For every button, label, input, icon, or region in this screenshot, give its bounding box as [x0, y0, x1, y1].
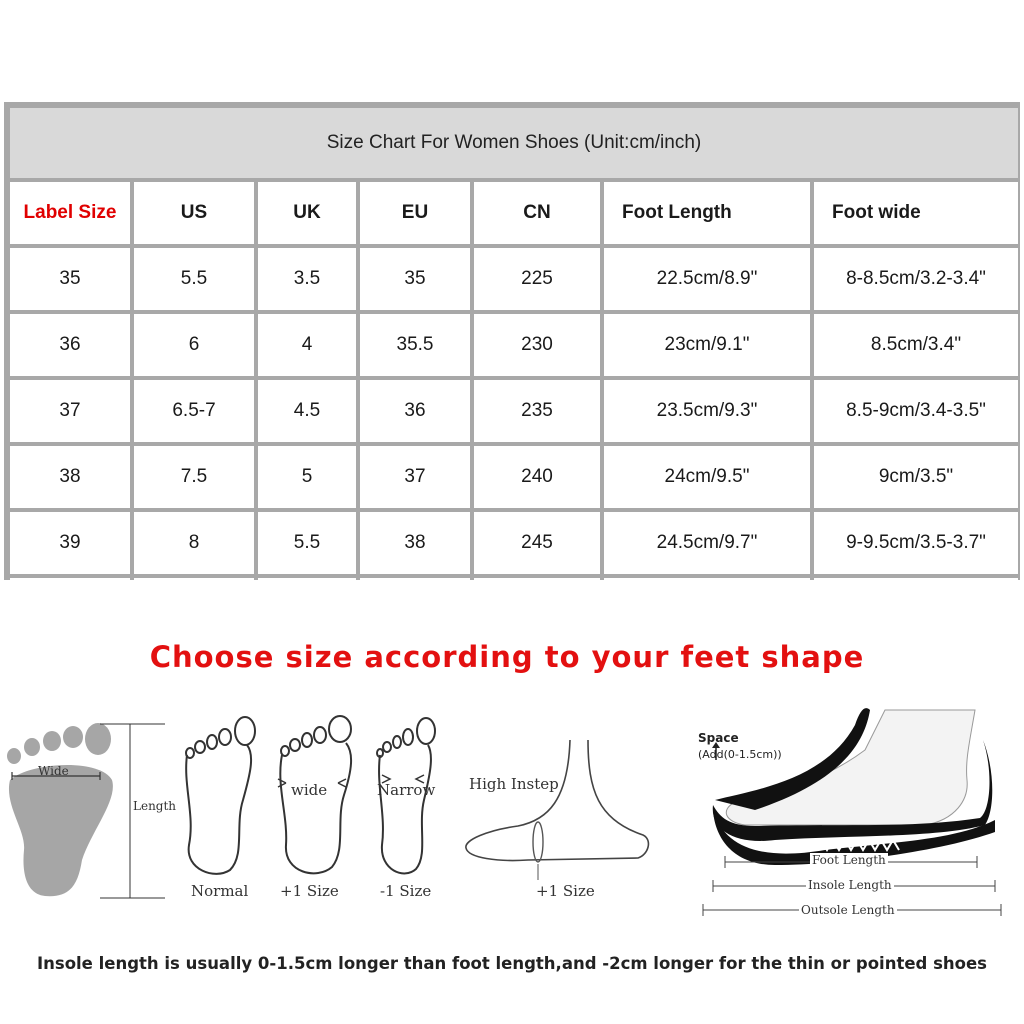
- table-cell-eu: 36: [360, 380, 470, 442]
- table-cell-foot-wide: 8.5-9cm/3.4-3.5": [814, 380, 1018, 442]
- table-cell-foot-wide: 9cm/3.5": [814, 446, 1018, 508]
- high-instep-label: High Instep: [469, 775, 559, 793]
- header-us: US: [134, 182, 254, 244]
- table-cell-label-size: 36: [10, 314, 130, 376]
- header-foot-wide: Foot wide: [814, 182, 1018, 244]
- table-cell-uk: 5.5: [258, 512, 356, 574]
- narrow-foot-icon: [362, 715, 452, 885]
- foot-shape-illustrations: [0, 700, 1024, 930]
- table-cell-label-size: 37: [10, 380, 130, 442]
- table-cell-us: 6.5-7: [134, 380, 254, 442]
- table-cell-label-size: 38: [10, 446, 130, 508]
- table-cell-us: 6: [134, 314, 254, 376]
- normal-foot-icon: [175, 715, 265, 885]
- table-cell-cn: 240: [474, 446, 600, 508]
- table-cell-uk: 3.5: [258, 248, 356, 310]
- header-foot-length: Foot Length: [604, 182, 810, 244]
- wide-foot-icon: [272, 715, 362, 885]
- table-cell-uk: 4: [258, 314, 356, 376]
- table-cell-label-size: 39: [10, 512, 130, 574]
- table-cell-foot-length: 24.5cm/9.7": [604, 512, 810, 574]
- table-cell-foot-wide: 8.5cm/3.4": [814, 314, 1018, 376]
- table-cell-eu: 35: [360, 248, 470, 310]
- header-uk: UK: [258, 182, 356, 244]
- header-eu: EU: [360, 182, 470, 244]
- table-row-partial: [360, 578, 470, 580]
- length-label: Length: [133, 799, 177, 813]
- header-label-size: Label Size: [10, 182, 130, 244]
- table-cell-us: 7.5: [134, 446, 254, 508]
- table-row-partial: [604, 578, 810, 580]
- table-cell-foot-wide: 9-9.5cm/3.5-3.7": [814, 512, 1018, 574]
- table-row-partial: [814, 578, 1018, 580]
- wide-caption: +1 Size: [280, 882, 339, 900]
- table-cell-uk: 5: [258, 446, 356, 508]
- table-cell-eu: 37: [360, 446, 470, 508]
- table-cell-label-size: 35: [10, 248, 130, 310]
- table-cell-us: 5.5: [134, 248, 254, 310]
- table-cell-cn: 245: [474, 512, 600, 574]
- outsole-length-label: Outsole Length: [801, 903, 895, 917]
- size-chart-table: [4, 102, 1020, 580]
- guide-heading: Choose size according to your feet shape: [149, 640, 865, 674]
- table-cell-foot-length: 24cm/9.5": [604, 446, 810, 508]
- space-label: Space: [698, 731, 739, 745]
- insole-length-note: Insole length is usually 0-1.5cm longer than foot length,and -2cm longer for the thin or pointed shoes: [36, 954, 987, 973]
- table-cell-cn: 235: [474, 380, 600, 442]
- narrow-inner-label: Narrow: [377, 781, 436, 799]
- high-instep-caption: +1 Size: [536, 882, 595, 900]
- narrow-caption: -1 Size: [380, 882, 432, 900]
- table-cell-eu: 35.5: [360, 314, 470, 376]
- normal-caption: Normal: [191, 882, 249, 900]
- table-cell-uk: 4.5: [258, 380, 356, 442]
- table-row-partial: [474, 578, 600, 580]
- foot-length-label: Foot Length: [812, 853, 886, 867]
- table-row-partial: [10, 578, 130, 580]
- table-cell-foot-wide: 8-8.5cm/3.2-3.4": [814, 248, 1018, 310]
- table-cell-foot-length: 22.5cm/8.9": [604, 248, 810, 310]
- shoe-cross-section-diagram: [695, 700, 1015, 930]
- table-cell-cn: 230: [474, 314, 600, 376]
- space-sub-label: (Add(0-1.5cm)): [698, 748, 782, 761]
- wide-inner-label: wide: [291, 781, 328, 799]
- table-cell-foot-length: 23cm/9.1": [604, 314, 810, 376]
- table-cell-cn: 225: [474, 248, 600, 310]
- insole-length-label: Insole Length: [808, 878, 892, 892]
- wide-label: Wide: [38, 764, 69, 778]
- table-row-partial: [258, 578, 356, 580]
- header-cn: CN: [474, 182, 600, 244]
- table-cell-us: 8: [134, 512, 254, 574]
- table-row-partial: [134, 578, 254, 580]
- table-cell-eu: 38: [360, 512, 470, 574]
- table-title: Size Chart For Women Shoes (Unit:cm/inch): [10, 108, 1018, 178]
- gray-foot-diagram: [0, 720, 190, 920]
- table-cell-foot-length: 23.5cm/9.3": [604, 380, 810, 442]
